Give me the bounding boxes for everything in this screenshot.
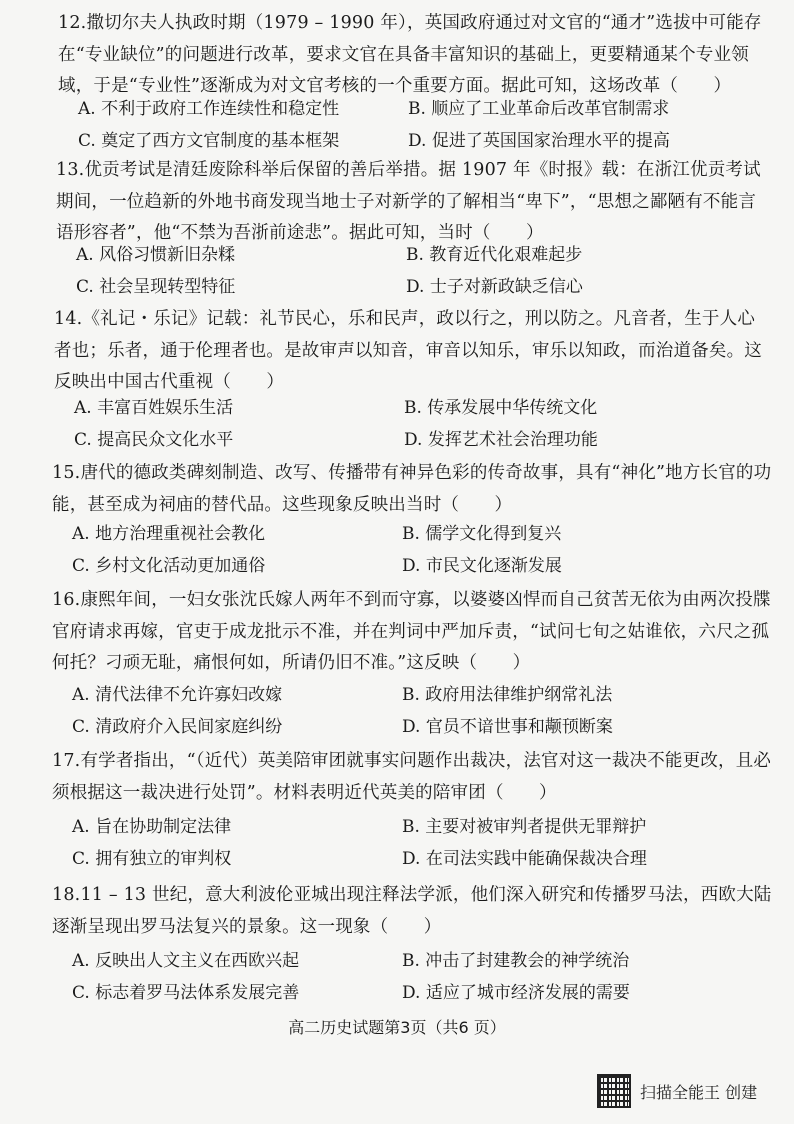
- options-16: [72, 680, 772, 743]
- scanner-watermark: 扫描全能王 创建: [640, 1083, 758, 1102]
- option-a: A. 不利于政府工作连续性和稳定性: [78, 99, 340, 119]
- options-14: [74, 393, 774, 456]
- option-b: B. 主要对被审判者提供无罪辩护: [402, 817, 647, 837]
- option-d: D. 促进了英国国家治理水平的提高: [408, 130, 670, 151]
- option-a: A. 丰富百姓娱乐生活: [74, 398, 234, 418]
- option-c: C. 乡村文化活动更加通俗: [72, 555, 266, 576]
- options-15: [72, 519, 772, 582]
- option-d: D. 士子对新政缺乏信心: [406, 276, 583, 297]
- option-d: D. 市民文化逐渐发展: [402, 555, 562, 576]
- question-17: [52, 746, 772, 809]
- option-b: B. 传承发展中华传统文化: [404, 398, 598, 418]
- option-b: B. 顺应了工业革命后改革官制需求: [408, 99, 670, 119]
- options-17: [72, 812, 772, 875]
- option-c: C. 社会呈现转型特征: [76, 276, 236, 297]
- question-stem: 有学者指出，“（近代）英美陪审团就事实问题作出裁决，法官对这一裁决不能更改，且必须根据这一裁决进行处罚”。材料表明近代英美的陪审团（ ）: [52, 751, 772, 803]
- page-footer: 高二历史试题第3页（共6 页）: [288, 1018, 506, 1037]
- option-c: C. 标志着罗马法体系发展完善: [72, 982, 300, 1003]
- option-d: D. 适应了城市经济发展的需要: [402, 982, 630, 1003]
- question-18: [52, 880, 772, 943]
- qr-code-icon: [597, 1074, 631, 1108]
- question-stem: 撒切尔夫人执政时期（1979 – 1990 年），英国政府通过对文官的“通才”选拔中可能存在“专业缺位”的问题进行改革，要求文官在具备丰富知识的基础上，更要精通某个专业领域，于是“专业性”逐渐成为对文官考核的一个重要方面。据此可知，这场改革（ ）: [58, 13, 762, 96]
- question-number: 16.: [52, 590, 81, 610]
- question-number: 13.: [56, 160, 85, 180]
- question-stem: 《礼记・乐记》记载：礼节民心，乐和民声，政以行之，刑以防之。凡音者，生于人心者也；乐者，通于伦理者也。是故审声以知音，审音以知乐，审乐以知政，而治道备矣。这反映出中国古代重视（ ）: [54, 309, 762, 392]
- question-15: [52, 458, 772, 521]
- option-b: B. 冲击了封建教会的神学统治: [402, 951, 630, 971]
- question-13: [56, 155, 770, 250]
- option-a: A. 旨在协助制定法律: [72, 817, 232, 837]
- option-b: B. 教育近代化艰难起步: [406, 245, 583, 265]
- option-c: C. 提高民众文化水平: [74, 429, 234, 450]
- option-b: B. 政府用法律维护纲常礼法: [402, 685, 613, 705]
- option-d: D. 发挥艺术社会治理功能: [404, 429, 598, 450]
- question-number: 18.: [52, 885, 81, 905]
- option-a: A. 清代法律不允许寡妇改嫁: [72, 685, 283, 705]
- question-stem: 唐代的德政类碑刻制造、改写、传播带有神异色彩的传奇故事，具有“神化”地方长官的功能，甚至成为祠庙的替代品。这些现象反映出当时（ ）: [52, 463, 772, 515]
- question-number: 12.: [58, 13, 87, 33]
- question-number: 14.: [54, 309, 83, 329]
- option-d: D. 在司法实践中能确保裁决合理: [402, 848, 647, 869]
- question-12: [58, 8, 770, 103]
- question-stem: 11 – 13 世纪，意大利波伦亚城出现注释法学派，他们深入研究和传播罗马法，西欧大陆逐渐呈现出罗马法复兴的景象。这一现象（ ）: [52, 885, 772, 937]
- options-13: [76, 240, 776, 303]
- option-c: C. 奠定了西方文官制度的基本框架: [78, 130, 340, 151]
- question-number: 17.: [52, 751, 81, 771]
- question-stem: 康熙年间，一妇女张沈氏嫁人两年不到而守寡，以婆婆凶悍而自己贫苦无依为由两次投牒官府请求再嫁，官吏于成龙批示不准，并在判词中严加斥责，“试问七旬之姑谁依，六尺之孤何托？刁顽无耻，痛恨何如，所请仍旧不准。”这反映（ ）: [52, 590, 771, 673]
- option-a: A. 地方治理重视社会教化: [72, 524, 266, 544]
- option-c: C. 拥有独立的审判权: [72, 848, 232, 869]
- question-number: 15.: [52, 463, 81, 483]
- question-stem: 优贡考试是清廷废除科举后保留的善后举措。据 1907 年《时报》载：在浙江优贡考试期间，一位趋新的外地书商发现当地士子对新学的了解相当“卑下”，“思想之鄙陋有不能言语形容者”，他“不禁为吾浙前途悲”。据此可知，当时（ ）: [56, 160, 761, 243]
- option-a: A. 反映出人文主义在西欧兴起: [72, 951, 300, 971]
- option-d: D. 官员不谙世事和颟顸断案: [402, 716, 613, 737]
- question-14: [54, 304, 770, 399]
- option-a: A. 风俗习惯新旧杂糅: [76, 245, 236, 265]
- question-16: [52, 585, 772, 680]
- option-c: C. 清政府介入民间家庭纠纷: [72, 716, 283, 737]
- options-12: [78, 94, 778, 157]
- options-18: [72, 946, 772, 1009]
- option-b: B. 儒学文化得到复兴: [402, 524, 562, 544]
